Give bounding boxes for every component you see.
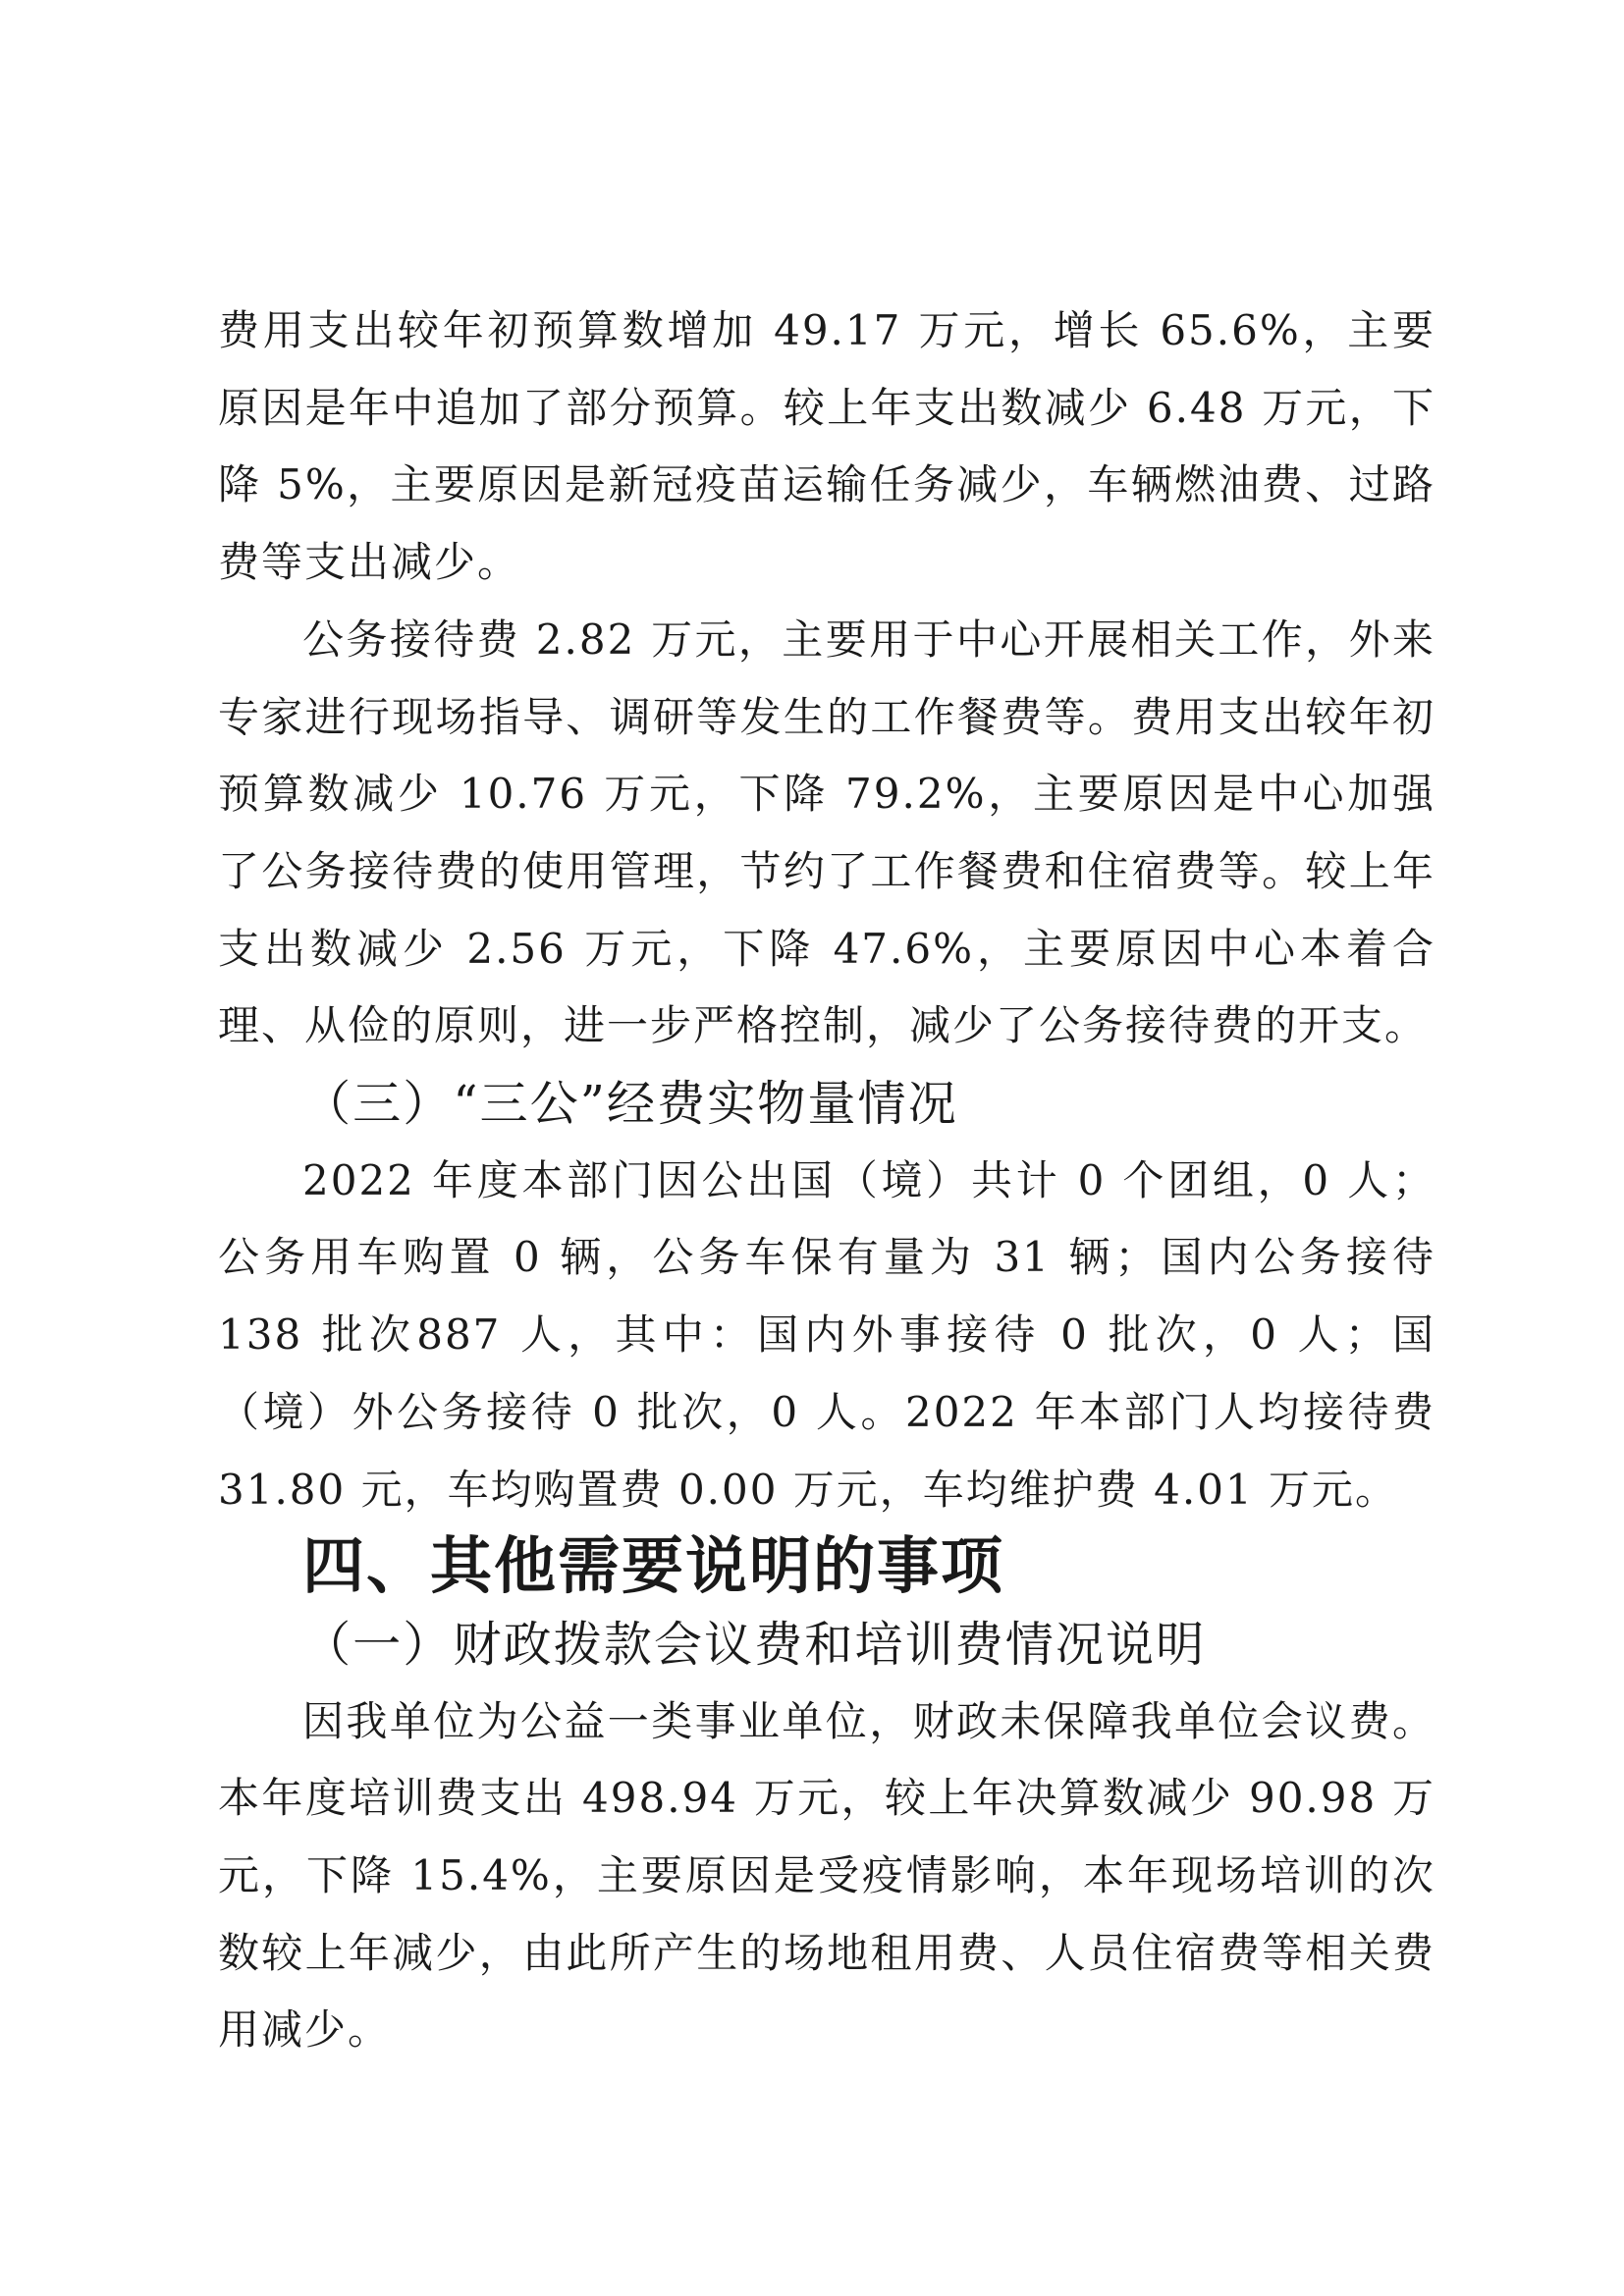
document-page xyxy=(218,293,1435,2069)
paragraph-meeting-training: 因我单位为公益一类事业单位，财政未保障我单位会议费。本年度培训费支出 498.94 万元，较上年决算数减少 90.98 万元，下降 15.4%，主要原因是受疫情影响，本年现场培训的次数较上年减少，由此所产生的场地租用费、人员住宿费等相关费用减少。 xyxy=(218,1696,1435,2055)
paragraph-reception-cost: 公务接待费 2.82 万元，主要用于中心开展相关工作，外来专家进行现场指导、调研等发生的工作餐费等。费用支出较年初预算数减少 10.76 万元，下降 79.2%，主要原因是中心加强了公务接待费的使用管理，节约了工作餐费和住宿费等。较上年支出数减少 2.56 万元，下降 47.6%，主要原因中心本着合理、从俭的原则，进一步严格控制，减少了公务接待费的开支。 xyxy=(218,614,1435,1050)
paragraph-three-public-quantity: 2022 年度本部门因公出国（境）共计 0 个团组，0 人；公务用车购置 0 辆，公务车保有量为 31 辆；国内公务接待 138 批次887 人，其中：国内外事接待 0 批次，0 人；国（境）外公务接待 0 批次，0 人。2022 年本部门人均接待费 31.80 元，车均购置费 0.00 万元，车均维护费 4.01 万元。 xyxy=(218,1155,1435,1514)
heading-other-matters: 四、其他需要说明的事项 xyxy=(302,1530,1004,1603)
heading-meeting-training: （一）财政拨款会议费和培训费情况说明 xyxy=(302,1615,1207,1673)
heading-three-public-quantity: （三）“三公”经费实物量情况 xyxy=(302,1075,958,1133)
paragraph-vehicle-cost: 费用支出较年初预算数增加 49.17 万元，增长 65.6%，主要原因是年中追加了部分预算。较上年支出数减少 6.48 万元，下降 5%，主要原因是新冠疫苗运输任务减少，车辆燃油费、过路费等支出减少。 xyxy=(218,306,1435,587)
